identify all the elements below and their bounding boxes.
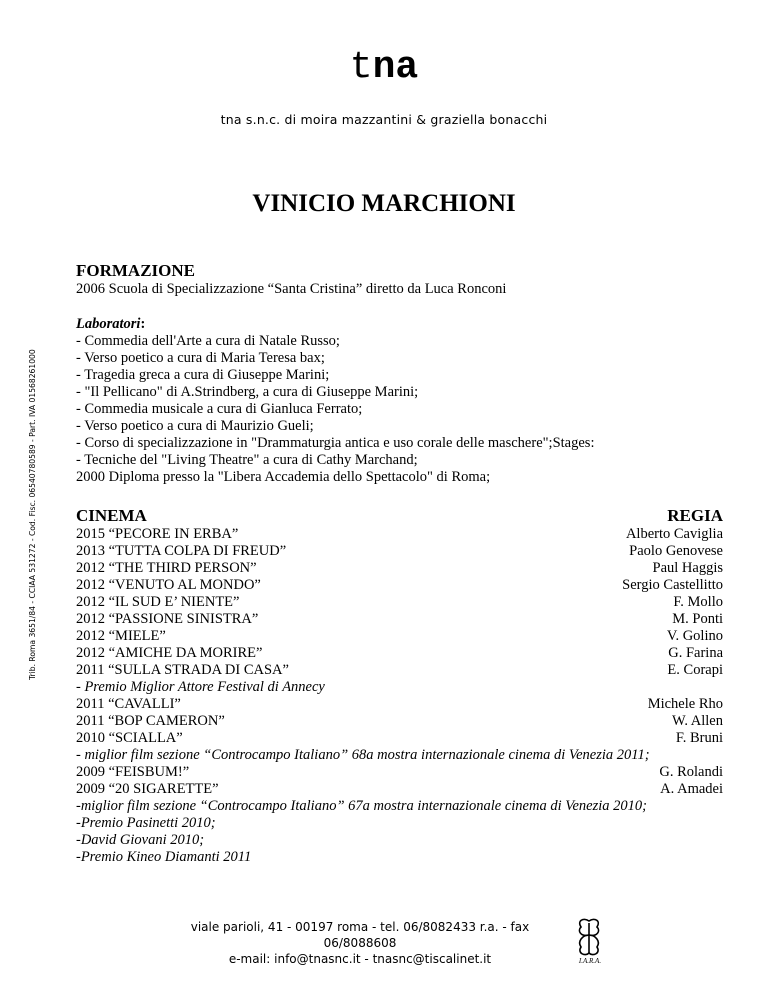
- film-title: 2009 “FEISBUM!”: [76, 764, 190, 780]
- award-note: - Premio Miglior Attore Festival di Annecy: [76, 679, 325, 695]
- iara-emblem-icon: [573, 917, 605, 959]
- cinema-section: [76, 506, 723, 866]
- film-title: 2013 “TUTTA COLPA DI FREUD”: [76, 543, 287, 559]
- film-director: Alberto Caviglia: [625, 526, 723, 542]
- footer-contact: [160, 919, 560, 967]
- film-director: A. Amadei: [660, 781, 723, 797]
- film-title: 2011 “CAVALLI”: [76, 696, 181, 712]
- film-title: 2011 “BOP CAMERON”: [76, 713, 225, 729]
- film-director: Sergio Castellitto: [622, 577, 723, 593]
- cinema-header-row: [76, 506, 723, 526]
- film-director: G. Rolandi: [659, 764, 723, 780]
- film-director: F. Bruni: [675, 730, 723, 746]
- company-logo: [0, 46, 768, 89]
- lab-item: - "Il Pellicano" di A.Strindberg, a cura di Giuseppe Marini;: [76, 384, 419, 400]
- logo-na: na: [372, 46, 419, 89]
- film-row: [76, 730, 723, 747]
- film-row: [76, 662, 723, 679]
- film-title: 2012 “IL SUD E’ NIENTE”: [76, 594, 240, 610]
- film-title: 2012 “VENUTO AL MONDO”: [76, 577, 261, 593]
- film-director: G. Farina: [668, 645, 723, 661]
- film-row: [76, 526, 723, 543]
- film-row: [76, 611, 723, 628]
- formazione-heading: FORMAZIONE: [76, 261, 195, 280]
- lab-item: - Verso poetico a cura di Maria Teresa bax;: [76, 350, 325, 366]
- lab-item: - Tragedia greca a cura di Giuseppe Marini;: [76, 367, 330, 383]
- film-row: [76, 560, 723, 577]
- lab-item: 2000 Diploma presso la "Libera Accademia dello Spettacolo" di Roma;: [76, 469, 491, 485]
- lab-item: - Tecniche del "Living Theatre" a cura di Cathy Marchand;: [76, 452, 418, 468]
- lab-item: - Commedia musicale a cura di Gianluca Ferrato;: [76, 401, 363, 417]
- film-row: [76, 764, 723, 781]
- film-title: 2009 “20 SIGARETTE”: [76, 781, 219, 797]
- film-row: [76, 577, 723, 594]
- formazione-line: 2006 Scuola di Specializzazione “Santa Cristina” diretto da Luca Ronconi: [76, 281, 507, 297]
- film-row: [76, 696, 723, 713]
- film-director: Paul Haggis: [652, 560, 723, 576]
- award-note: -Premio Pasinetti 2010;: [76, 815, 216, 831]
- logo-t: t: [349, 46, 373, 89]
- laboratori-title-line: [76, 316, 723, 333]
- film-row: [76, 543, 723, 560]
- film-row: [76, 713, 723, 730]
- laboratori-colon: :: [140, 316, 146, 332]
- film-director: V. Golino: [666, 628, 723, 644]
- lab-item: - Corso di specializzazione in "Drammaturgia antica e uso corale delle maschere";Stages:: [76, 435, 595, 451]
- film-director: Paolo Genovese: [629, 543, 723, 559]
- lab-item: - Verso poetico a cura di Maurizio Gueli;: [76, 418, 314, 434]
- award-note: -miglior film sezione “Controcampo Italiano” 67a mostra internazionale cinema di Venezia 2010;: [76, 798, 647, 814]
- film-title: 2015 “PECORE IN ERBA”: [76, 526, 239, 542]
- sidebar-legal-text: Trib. Roma 3651/84 - CCIAA 531272 - Cod. Fisc. 06540780589 - Part. IVA 01568261000: [28, 349, 37, 680]
- laboratori-section: [76, 316, 723, 486]
- footer-email: e-mail: info@tnasnc.it - tnasnc@tiscalinet.it: [228, 952, 492, 966]
- emblem-label: I.A.R.A.: [578, 957, 602, 965]
- film-title: 2012 “PASSIONE SINISTRA”: [76, 611, 259, 627]
- film-title: 2010 “SCIALLA”: [76, 730, 183, 746]
- formazione-section: [76, 261, 723, 298]
- page-title: VINICIO MARCHIONI: [252, 190, 516, 217]
- film-director: M. Ponti: [672, 611, 723, 627]
- film-row: [76, 781, 723, 798]
- film-title: 2012 “THE THIRD PERSON”: [76, 560, 257, 576]
- award-note: - miglior film sezione “Controcampo Italiano” 68a mostra internazionale cinema di Venezia 2011;: [76, 747, 650, 763]
- laboratori-title: Laboratori: [76, 316, 141, 332]
- film-title: 2012 “MIELE”: [76, 628, 166, 644]
- regia-heading: REGIA: [667, 506, 723, 525]
- cinema-heading: CINEMA: [76, 506, 147, 525]
- award-note: -David Giovani 2010;: [76, 832, 205, 848]
- film-row: [76, 594, 723, 611]
- film-title: 2012 “AMICHE DA MORIRE”: [76, 645, 263, 661]
- footer-address: viale parioli, 41 - 00197 roma - tel. 06/8082433 r.a. - fax 06/8088608: [190, 920, 530, 950]
- film-director: Michele Rho: [647, 696, 723, 712]
- film-director: E. Corapi: [667, 662, 723, 678]
- film-director: W. Allen: [671, 713, 723, 729]
- film-director: F. Mollo: [673, 594, 723, 610]
- film-row: [76, 628, 723, 645]
- lab-item: - Commedia dell'Arte a cura di Natale Russo;: [76, 333, 340, 349]
- film-row: [76, 645, 723, 662]
- company-subtitle: tna s.n.c. di moira mazzantini & graziella bonacchi: [220, 112, 548, 127]
- award-note: -Premio Kineo Diamanti 2011: [76, 849, 252, 865]
- film-title: 2011 “SULLA STRADA DI CASA”: [76, 662, 289, 678]
